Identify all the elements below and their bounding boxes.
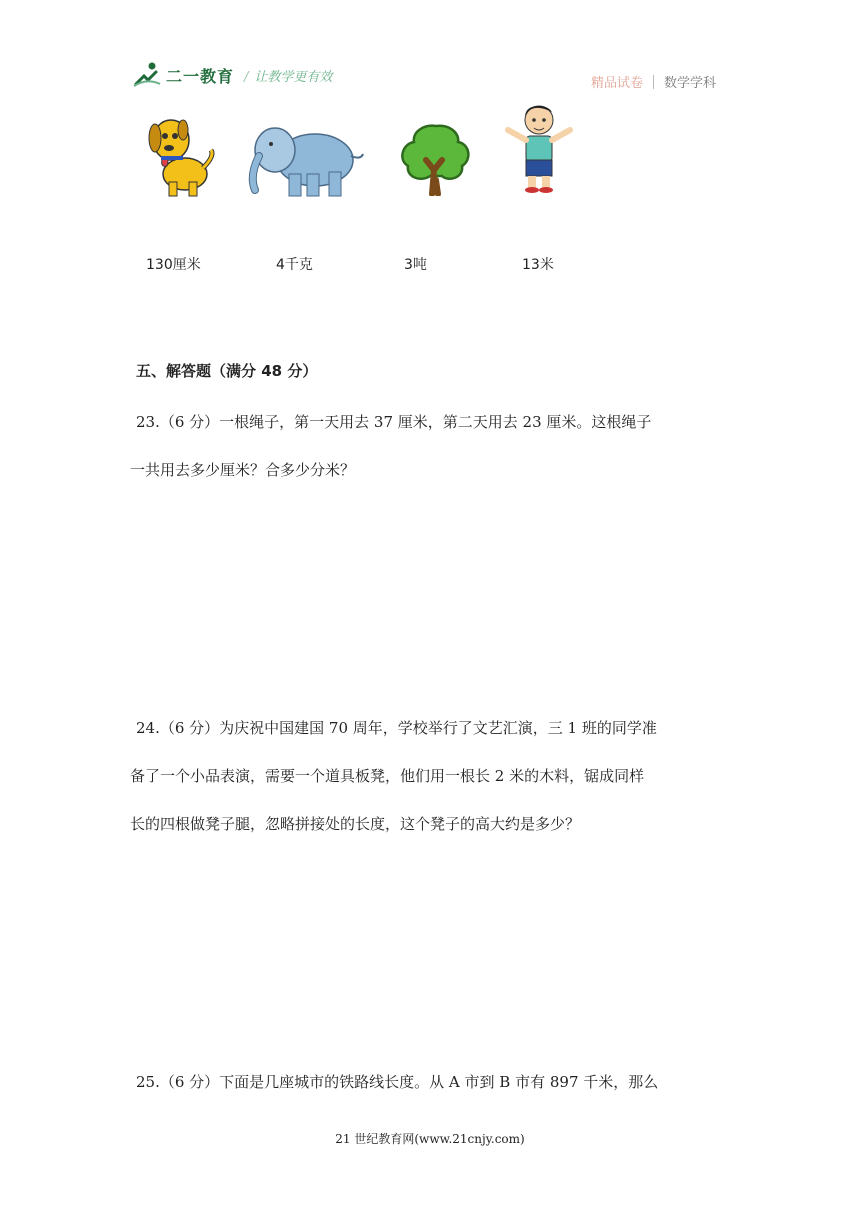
footer: 21 世纪教育网(www.21cnjy.com) bbox=[335, 1132, 525, 1146]
boy-icon bbox=[502, 100, 576, 196]
section-title: 五、解答题（满分 48 分） bbox=[136, 362, 318, 380]
question-25-line-1: 25.（6 分）下面是几座城市的铁路线长度。从 A 市到 B 市有 897 千米，那么 bbox=[136, 1073, 659, 1091]
header-logo bbox=[132, 62, 332, 88]
question-25 bbox=[136, 1058, 726, 1106]
question-24-line-2: 备了一个小品表演，需要一个道具板凳，他们用一根长 2 米的木料，锯成同样 bbox=[130, 767, 645, 785]
question-24-line-1: 24.（6 分）为庆祝中国建国 70 周年，学校举行了文艺汇演，三 1 班的同学准 bbox=[136, 719, 657, 737]
elephant-icon bbox=[245, 120, 365, 200]
runner-logo-icon bbox=[132, 62, 162, 88]
header-divider bbox=[653, 75, 654, 89]
tree-icon bbox=[398, 120, 474, 196]
subject-label: 数学学科 bbox=[663, 76, 716, 91]
label-tree: 3吨 bbox=[404, 257, 427, 273]
question-23-line-1: 23.（6 分）一根绳子，第一天用去 37 厘米，第二天用去 23 厘米。这根绳子 bbox=[136, 413, 652, 431]
slogan: / 让教学更有效 bbox=[244, 69, 333, 85]
question-23-line-2: 一共用去多少厘米？合多少分米？ bbox=[130, 461, 356, 479]
label-elephant: 4千克 bbox=[276, 257, 313, 273]
question-24 bbox=[130, 704, 726, 848]
brand-label: 精品试卷 bbox=[590, 76, 643, 91]
header-right bbox=[591, 72, 716, 91]
label-dog: 130厘米 bbox=[146, 257, 201, 273]
dog-icon bbox=[145, 112, 217, 200]
question-24-line-3: 长的四根做凳子腿，忽略拼接处的长度，这个凳子的高大约是多少？ bbox=[130, 815, 581, 833]
question-23 bbox=[130, 398, 726, 494]
label-boy: 13米 bbox=[522, 257, 554, 273]
logo-text: 二一教育 bbox=[166, 66, 235, 86]
slogan-text: 让教学更有效 bbox=[254, 69, 333, 85]
